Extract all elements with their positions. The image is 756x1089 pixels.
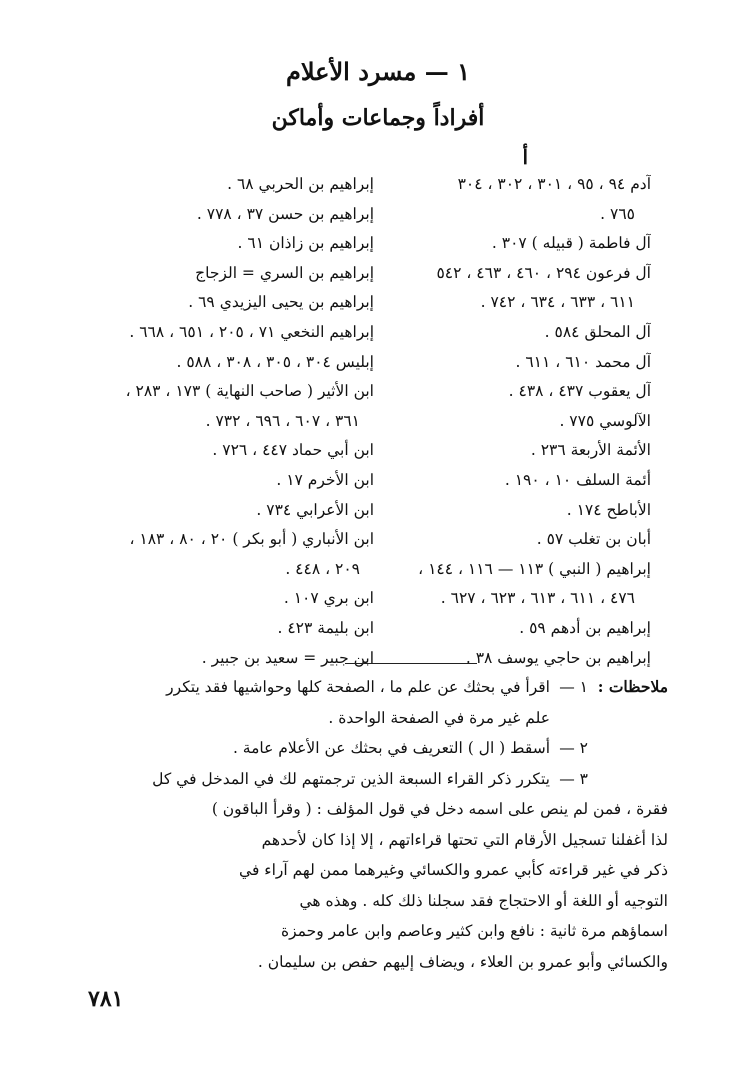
index-entry-continuation: ٦١١ ، ٦٣٣ ، ٦٣٤ ، ٧٤٢ . [480, 293, 635, 312]
notes-first-row [100, 672, 668, 703]
index-entry: إبراهيم النخعي ٧١ ، ٢٠٥ ، ٦٥١ ، ٦٦٨ . [129, 322, 374, 341]
index-entry: ابن بليمة ٤٢٣ . [277, 618, 374, 637]
letter-heading: أ [522, 145, 528, 169]
index-entry: آل المحلق ٥٨٤ . [544, 322, 651, 341]
index-entry: إبراهيم بن أدهم ٥٩ . [519, 618, 651, 637]
index-entry: ابن الأثير ( صاحب النهاية ) ١٧٣ ، ٢٨٣ ، [125, 382, 374, 401]
index-entry: ابن أبي حماد ٤٤٧ ، ٧٢٦ . [212, 441, 374, 460]
index-entry-continuation: ٤٧٦ ، ٦١١ ، ٦١٣ ، ٦٢٣ ، ٦٢٧ . [440, 589, 635, 608]
index-entry: ابن الأخرم ١٧ . [276, 470, 374, 489]
index-entry: الأئمة الأربعة ٢٣٦ . [530, 441, 651, 460]
index-entry: ابن الأنباري ( أبو بكر ) ٢٠ ، ٨٠ ، ١٨٣ ، [129, 530, 374, 549]
note-item [100, 733, 668, 764]
index-entry: آل فاطمة ( قبيله ) ٣٠٧ . [491, 234, 651, 253]
notes-divider [345, 663, 477, 664]
note-number: ١ — [559, 678, 588, 696]
index-entry: الآلوسي ٧٧٥ . [559, 411, 651, 430]
note-line: والكسائي وأبو عمرو بن العلاء ، ويضاف إليهم حفص بن سليمان . [257, 952, 668, 971]
note-number: ٣ — [559, 769, 588, 788]
note-number: ٢ — [559, 739, 588, 757]
index-entry: إبراهيم بن زاذان ٦١ . [237, 234, 374, 253]
note-line: يتكرر ذكر القراء السبعة الذين ترجمتهم لك في المدخل في كل [152, 769, 550, 788]
notes-section [100, 672, 668, 977]
index-entry: آل فرعون ٢٩٤ ، ٤٦٠ ، ٤٦٣ ، ٥٤٢ [436, 263, 651, 282]
note-line: علم غير مرة في الصفحة الواحدة . [328, 708, 550, 727]
index-entry-continuation: ٣٦١ ، ٦٠٧ ، ٦٩٦ ، ٧٣٢ . [205, 411, 360, 430]
note-line: التوجيه أو اللغة أو الاحتجاج فقد سجلنا ذلك كله . وهذه هي [299, 891, 668, 910]
index-entry-continuation: ٧٦٥ . [600, 204, 635, 223]
note-line: اقرأ في بحثك عن علم ما ، الصفحة كلها وحواشيها فقد يتكرر [166, 678, 550, 696]
index-entry: ابن الأعرابي ٧٣٤ . [256, 500, 374, 519]
index-entry: إبراهيم بن حسن ٣٧ ، ٧٧٨ . [196, 204, 374, 223]
note-item [100, 764, 668, 795]
index-entry: إبراهيم بن يحيى اليزيدي ٦٩ . [188, 293, 374, 312]
index-entry: ابن بري ١٠٧ . [283, 589, 374, 608]
note-line: ذكر في غير قراءته كأبي عمرو والكسائي وغيرهما ممن لهم آراء في [239, 861, 668, 879]
notes-label: ملاحظات : [597, 677, 668, 696]
index-column-left [102, 170, 374, 670]
index-entry: أئمة السلف ١٠ ، ١٩٠ . [504, 470, 651, 489]
index-entry: الأباطح ١٧٤ . [566, 500, 651, 519]
index-entry: إبراهيم ( النبي ) ١١٣ — ١١٦ ، ١٤٤ ، [418, 559, 651, 578]
note-line: أسقط ( ال ) التعريف في بحثك عن الأعلام عامة . [232, 739, 550, 757]
index-entry: آل محمد ٦١٠ ، ٦١١ . [515, 352, 651, 371]
index-entry: آل يعقوب ٤٣٧ ، ٤٣٨ . [508, 382, 651, 401]
index-entry: إبراهيم بن حاجي يوسف ٣٨ . [465, 648, 651, 667]
index-entry: إبراهيم بن السري = الزجاج [195, 263, 374, 282]
index-entry: إبراهيم بن الحربي ٦٨ . [227, 175, 374, 193]
index-entry: آدم ٩٤ ، ٩٥ ، ٣٠١ ، ٣٠٢ ، ٣٠٤ [457, 175, 651, 193]
index-entry: إبليس ٣٠٤ ، ٣٠٥ ، ٣٠٨ ، ٥٨٨ . [176, 352, 374, 371]
index-column-right [381, 170, 651, 670]
note-line: لذا أغفلنا تسجيل الأرقام التي تحتها قراءاتهم ، إلا إذا كان لأحدهم [261, 830, 668, 849]
section-title: ١ — مسرد الأعلام [285, 57, 470, 86]
index-entry-continuation: ٢٠٩ ، ٤٤٨ . [285, 559, 360, 578]
note-line: فقرة ، فمن لم ينص على اسمه دخل في قول المؤلف : ( وقرأ الباقون ) [211, 800, 668, 818]
section-subtitle: أفراداً وجماعات وأماكن [271, 105, 485, 131]
index-entry: ابن جبير = سعيد بن جبير . [201, 648, 374, 667]
page-number: ٧٨١ [88, 986, 124, 1012]
note-line: اسماؤهم مرة ثانية : نافع وابن كثير وعاصم وابن عامر وحمزة [280, 922, 668, 940]
index-entry: أبان بن تغلب ٥٧ . [536, 530, 651, 549]
